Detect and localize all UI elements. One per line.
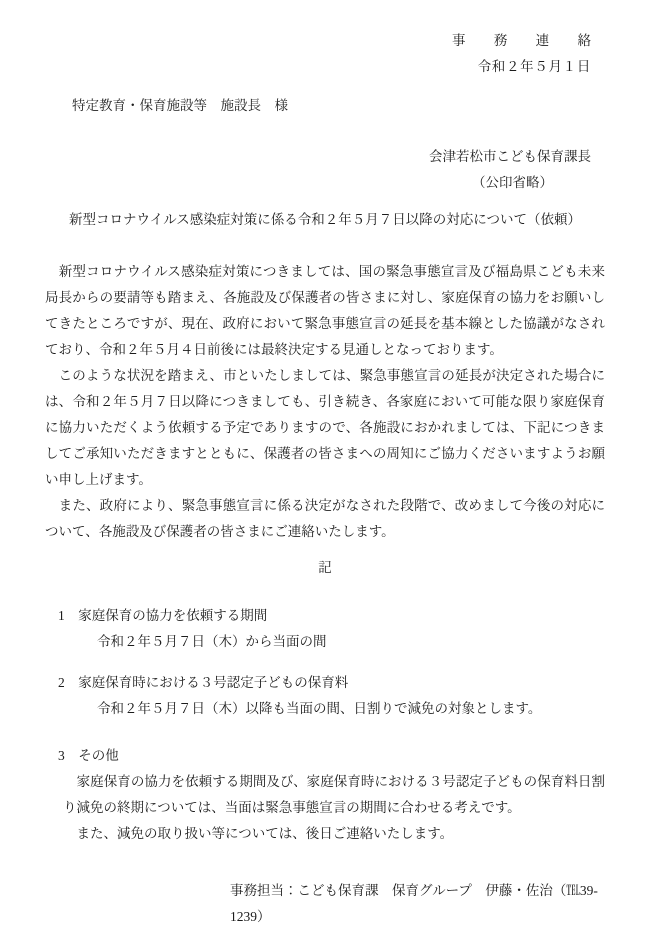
item-2-heading <box>58 670 605 696</box>
item-2 <box>45 670 605 722</box>
item-1-heading-text: 家庭保育の協力を依頼する期間 <box>78 608 268 623</box>
item-1-detail: 令和２年５月７日（木）から当面の間 <box>97 634 327 649</box>
item-1-heading <box>58 603 605 629</box>
item-spacer <box>45 655 605 670</box>
item-3-heading <box>58 743 605 769</box>
document-header <box>45 28 605 80</box>
contact-footer: 事務担当：こども保育課 保育グループ 伊藤・佐治（℡39-1239） <box>230 883 598 924</box>
item-2-detail: 令和２年５月７日（木）以降も当面の間、日割りで減免の対象とします。 <box>97 701 542 716</box>
body-paragraph-2: このような状況を踏まえ、市といたしましては、緊急事態宣言の延長が決定された場合には、令和２年５月７日以降につきましても、引き続き、各家庭において可能な限り家庭保育に協力いただくよう依頼する予定でありますので、各施設におかれましては、下記につきましてご承知いただきますとともに、保護者の皆さまへの周知にご協力くださいますようお願い申し上げます。 <box>45 368 605 487</box>
addressee-line: 特定教育・保育施設等 施設長 様 <box>72 98 288 113</box>
item-3 <box>45 743 605 847</box>
sender-line: 会津若松市こども保育課長 <box>429 149 591 164</box>
doc-type-label: 事 務 連 絡 <box>451 33 599 48</box>
item-3-number: 3 <box>58 748 65 763</box>
item-2-heading-text: 家庭保育時における３号認定子どもの保育料 <box>78 675 349 690</box>
item-2-number: 2 <box>58 675 65 690</box>
body-paragraph-1: 新型コロナウイルス感染症対策につきましては、国の緊急事態宣言及び福島県こども未来局長からの要請等も踏まえ、各施設及び保護者の皆さまに対し、家庭保育の協力をお願いしてきたところですが、現在、政府において緊急事態宣言の延長を基本線とした協議がなされており、令和２年５月４日前後には最終決定する見通しとなっております。 <box>45 264 605 357</box>
item-1-number: 1 <box>58 608 65 623</box>
item-3-detail-paragraph-2: また、減免の取り扱い等については、後日ご連絡いたします。 <box>63 826 454 841</box>
document-body <box>45 259 605 545</box>
doc-date: 令和２年５月１日 <box>477 59 591 74</box>
notice-items <box>45 603 605 847</box>
item-3-detail-paragraph-1: 家庭保育の協力を依頼する期間及び、家庭保育時における３号認定子どもの保育料日割り減免の終期については、当面は緊急事態宣言の期間に合わせる考えです。 <box>63 774 605 815</box>
body-paragraph-3: また、政府により、緊急事態宣言に係る決定がなされた段階で、改めまして今後の対応について、各施設及び保護者の皆さまにご連絡いたします。 <box>45 498 605 539</box>
seal-omitted-note: （公印省略） <box>472 175 553 190</box>
item-spacer <box>45 722 605 743</box>
item-3-heading-text: その他 <box>78 748 119 763</box>
document-title: 新型コロナウイルス感染症対策に係る令和２年５月７日以降の対応について（依頼） <box>69 212 581 227</box>
ki-marker: 記 <box>318 560 332 575</box>
item-1 <box>45 603 605 655</box>
